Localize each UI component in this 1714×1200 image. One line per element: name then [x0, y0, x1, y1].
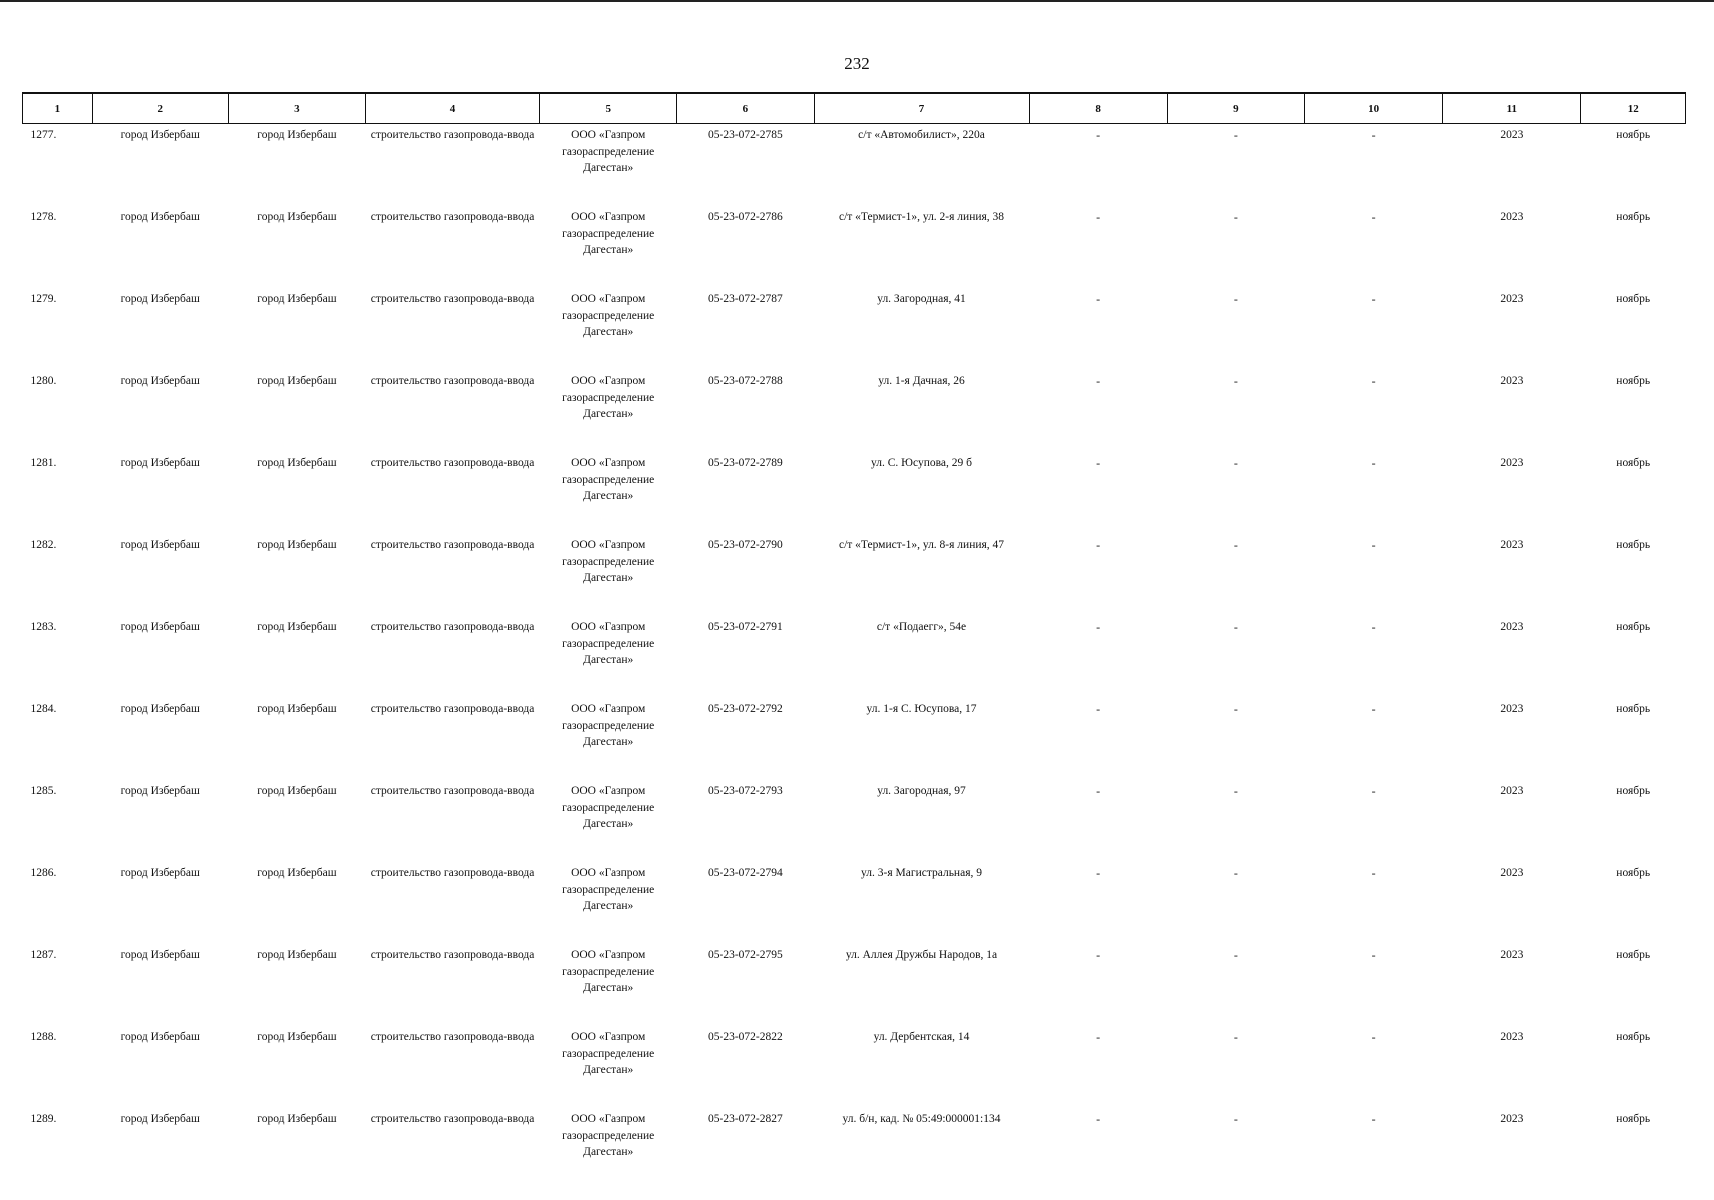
cell-settlement: город Избербаш — [257, 949, 337, 961]
cell-address: ул. Загородная, 41 — [877, 293, 966, 305]
cell-col-9-value: - — [1233, 210, 1238, 224]
cell-col-10-value: - — [1371, 374, 1376, 388]
cell-settlement: город Избербаш — [257, 129, 337, 141]
cell-year: 2023 — [1500, 703, 1524, 715]
cell-col-9-value: - — [1233, 784, 1238, 798]
table-row — [23, 1108, 1686, 1190]
cell-row-number: 1280. — [30, 375, 57, 387]
cell-col-8-value: - — [1096, 128, 1101, 142]
header-col-4: 4 — [366, 93, 540, 124]
cell-month: ноябрь — [1616, 1031, 1651, 1043]
cell-object-code: 05-23-072-2795 — [708, 949, 783, 961]
cell-month: ноябрь — [1616, 785, 1651, 797]
page-number: 232 — [844, 54, 870, 73]
cell-col-10-value: - — [1371, 128, 1376, 142]
cell-col-9-value: - — [1233, 1030, 1238, 1044]
table-row — [23, 862, 1686, 944]
header-col-9: 9 — [1167, 93, 1304, 124]
cell-year: 2023 — [1500, 949, 1524, 961]
cell-object-code: 05-23-072-2789 — [708, 457, 783, 469]
cell-settlement: город Избербаш — [257, 1031, 337, 1043]
header-col-12: 12 — [1581, 93, 1686, 124]
cell-organization: ООО «Газпром газораспределение Дагестан» — [562, 539, 655, 584]
cell-municipality: город Избербаш — [120, 129, 200, 141]
cell-work-type: строительство газопровода-ввода — [370, 1031, 535, 1043]
cell-address: ул. Аллея Дружбы Народов, 1а — [845, 949, 998, 961]
cell-col-10-value: - — [1371, 1030, 1376, 1044]
cell-row-number: 1283. — [30, 621, 57, 633]
table-body — [23, 124, 1686, 1191]
cell-organization: ООО «Газпром газораспределение Дагестан» — [562, 949, 655, 994]
cell-settlement: город Избербаш — [257, 211, 337, 223]
cell-col-9-value: - — [1233, 866, 1238, 880]
cell-month: ноябрь — [1616, 621, 1651, 633]
cell-organization: ООО «Газпром газораспределение Дагестан» — [562, 129, 655, 174]
cell-organization: ООО «Газпром газораспределение Дагестан» — [562, 457, 655, 502]
table-row — [23, 616, 1686, 698]
cell-address: с/т «Автомобилист», 220а — [858, 129, 985, 141]
cell-row-number: 1281. — [30, 457, 57, 469]
cell-object-code: 05-23-072-2788 — [708, 375, 783, 387]
cell-address: ул. Дербентская, 14 — [873, 1031, 970, 1043]
table-row — [23, 288, 1686, 370]
cell-row-number: 1288. — [30, 1031, 57, 1043]
cell-row-number: 1289. — [30, 1113, 57, 1125]
cell-year: 2023 — [1500, 1031, 1524, 1043]
header-col-11: 11 — [1443, 93, 1581, 124]
table-row — [23, 698, 1686, 780]
cell-year: 2023 — [1500, 457, 1524, 469]
cell-col-9-value: - — [1233, 702, 1238, 716]
cell-municipality: город Избербаш — [120, 703, 200, 715]
cell-col-8-value: - — [1096, 1112, 1101, 1126]
cell-year: 2023 — [1500, 211, 1524, 223]
cell-organization: ООО «Газпром газораспределение Дагестан» — [562, 703, 655, 748]
cell-year: 2023 — [1500, 621, 1524, 633]
cell-work-type: строительство газопровода-ввода — [370, 375, 535, 387]
cell-col-9-value: - — [1233, 374, 1238, 388]
cell-col-10-value: - — [1371, 538, 1376, 552]
cell-month: ноябрь — [1616, 375, 1651, 387]
cell-settlement: город Избербаш — [257, 457, 337, 469]
cell-col-10-value: - — [1371, 210, 1376, 224]
cell-work-type: строительство газопровода-ввода — [370, 785, 535, 797]
table-row — [23, 1026, 1686, 1108]
cell-col-8-value: - — [1096, 784, 1101, 798]
cell-year: 2023 — [1500, 785, 1524, 797]
cell-col-8-value: - — [1096, 948, 1101, 962]
cell-col-9-value: - — [1233, 128, 1238, 142]
cell-municipality: город Избербаш — [120, 539, 200, 551]
table-row — [23, 124, 1686, 207]
cell-row-number: 1285. — [30, 785, 57, 797]
cell-address: с/т «Термист-1», ул. 8-я линия, 47 — [838, 539, 1005, 551]
cell-organization: ООО «Газпром газораспределение Дагестан» — [562, 785, 655, 830]
top-border-line — [0, 0, 1714, 2]
cell-col-10-value: - — [1371, 620, 1376, 634]
cell-settlement: город Избербаш — [257, 375, 337, 387]
table-row — [23, 452, 1686, 534]
cell-col-10-value: - — [1371, 292, 1376, 306]
cell-settlement: город Избербаш — [257, 785, 337, 797]
cell-municipality: город Избербаш — [120, 293, 200, 305]
header-col-1: 1 — [23, 93, 93, 124]
header-col-8: 8 — [1029, 93, 1167, 124]
cell-settlement: город Избербаш — [257, 867, 337, 879]
cell-settlement: город Избербаш — [257, 703, 337, 715]
cell-col-10-value: - — [1371, 866, 1376, 880]
cell-municipality: город Избербаш — [120, 211, 200, 223]
cell-row-number: 1282. — [30, 539, 57, 551]
cell-col-8-value: - — [1096, 702, 1101, 716]
cell-work-type: строительство газопровода-ввода — [370, 129, 535, 141]
cell-address: ул. 1-я Дачная, 26 — [878, 375, 965, 387]
cell-col-8-value: - — [1096, 866, 1101, 880]
cell-municipality: город Избербаш — [120, 949, 200, 961]
cell-col-9-value: - — [1233, 292, 1238, 306]
cell-year: 2023 — [1500, 1113, 1524, 1125]
cell-municipality: город Избербаш — [120, 1031, 200, 1043]
header-row — [23, 93, 1686, 124]
cell-settlement: город Избербаш — [257, 293, 337, 305]
cell-address: ул. С. Юсупова, 29 б — [871, 457, 972, 469]
table-row — [23, 780, 1686, 862]
header-col-6: 6 — [677, 93, 814, 124]
cell-year: 2023 — [1500, 375, 1524, 387]
cell-col-8-value: - — [1096, 538, 1101, 552]
header-col-5: 5 — [540, 93, 677, 124]
cell-month: ноябрь — [1616, 867, 1651, 879]
cell-row-number: 1286. — [30, 867, 57, 879]
cell-object-code: 05-23-072-2791 — [708, 621, 783, 633]
cell-col-10-value: - — [1371, 1112, 1376, 1126]
cell-row-number: 1284. — [30, 703, 57, 715]
cell-row-number: 1287. — [30, 949, 57, 961]
cell-year: 2023 — [1500, 539, 1524, 551]
header-col-3: 3 — [228, 93, 365, 124]
cell-month: ноябрь — [1616, 1113, 1651, 1125]
cell-col-9-value: - — [1233, 456, 1238, 470]
cell-row-number: 1279. — [30, 293, 57, 305]
cell-work-type: строительство газопровода-ввода — [370, 539, 535, 551]
cell-col-9-value: - — [1233, 538, 1238, 552]
header-col-7: 7 — [814, 93, 1029, 124]
cell-object-code: 05-23-072-2827 — [708, 1113, 783, 1125]
cell-year: 2023 — [1500, 293, 1524, 305]
cell-object-code: 05-23-072-2792 — [708, 703, 783, 715]
cell-year: 2023 — [1500, 129, 1524, 141]
construction-table — [22, 92, 1686, 1190]
cell-organization: ООО «Газпром газораспределение Дагестан» — [562, 621, 655, 666]
cell-object-code: 05-23-072-2787 — [708, 293, 783, 305]
cell-col-8-value: - — [1096, 620, 1101, 634]
cell-col-8-value: - — [1096, 456, 1101, 470]
cell-work-type: строительство газопровода-ввода — [370, 1113, 535, 1125]
cell-year: 2023 — [1500, 867, 1524, 879]
cell-organization: ООО «Газпром газораспределение Дагестан» — [562, 1031, 655, 1076]
cell-organization: ООО «Газпром газораспределение Дагестан» — [562, 1113, 655, 1158]
cell-settlement: город Избербаш — [257, 539, 337, 551]
cell-col-10-value: - — [1371, 784, 1376, 798]
cell-col-9-value: - — [1233, 620, 1238, 634]
cell-organization: ООО «Газпром газораспределение Дагестан» — [562, 211, 655, 256]
cell-object-code: 05-23-072-2793 — [708, 785, 783, 797]
table-row — [23, 944, 1686, 1026]
header-col-2: 2 — [92, 93, 228, 124]
cell-object-code: 05-23-072-2785 — [708, 129, 783, 141]
cell-work-type: строительство газопровода-ввода — [370, 949, 535, 961]
cell-month: ноябрь — [1616, 457, 1651, 469]
cell-row-number: 1278. — [30, 211, 57, 223]
table-row — [23, 370, 1686, 452]
cell-work-type: строительство газопровода-ввода — [370, 211, 535, 223]
cell-settlement: город Избербаш — [257, 621, 337, 633]
cell-col-8-value: - — [1096, 1030, 1101, 1044]
table-row — [23, 534, 1686, 616]
cell-col-10-value: - — [1371, 948, 1376, 962]
cell-object-code: 05-23-072-2786 — [708, 211, 783, 223]
cell-month: ноябрь — [1616, 949, 1651, 961]
cell-object-code: 05-23-072-2794 — [708, 867, 783, 879]
cell-address: ул. Загородная, 97 — [877, 785, 966, 797]
cell-address: ул. 3-я Магистральная, 9 — [861, 867, 982, 879]
cell-col-8-value: - — [1096, 210, 1101, 224]
cell-organization: ООО «Газпром газораспределение Дагестан» — [562, 293, 655, 338]
cell-organization: ООО «Газпром газораспределение Дагестан» — [562, 867, 655, 912]
cell-settlement: город Избербаш — [257, 1113, 337, 1125]
cell-col-8-value: - — [1096, 374, 1101, 388]
cell-month: ноябрь — [1616, 211, 1651, 223]
cell-municipality: город Избербаш — [120, 375, 200, 387]
cell-address: ул. 1-я С. Юсупова, 17 — [866, 703, 977, 715]
cell-address: с/т «Подаегг», 54е — [876, 621, 967, 633]
cell-organization: ООО «Газпром газораспределение Дагестан» — [562, 375, 655, 420]
cell-col-10-value: - — [1371, 456, 1376, 470]
cell-month: ноябрь — [1616, 703, 1651, 715]
cell-col-8-value: - — [1096, 292, 1101, 306]
cell-object-code: 05-23-072-2822 — [708, 1031, 783, 1043]
cell-municipality: город Избербаш — [120, 457, 200, 469]
cell-address: ул. б/н, кад. № 05:49:000001:134 — [842, 1113, 1001, 1125]
cell-work-type: строительство газопровода-ввода — [370, 457, 535, 469]
cell-month: ноябрь — [1616, 539, 1651, 551]
cell-work-type: строительство газопровода-ввода — [370, 867, 535, 879]
cell-municipality: город Избербаш — [120, 785, 200, 797]
cell-work-type: строительство газопровода-ввода — [370, 621, 535, 633]
cell-municipality: город Избербаш — [120, 867, 200, 879]
table-row — [23, 206, 1686, 288]
cell-work-type: строительство газопровода-ввода — [370, 703, 535, 715]
cell-object-code: 05-23-072-2790 — [708, 539, 783, 551]
cell-col-9-value: - — [1233, 948, 1238, 962]
cell-month: ноябрь — [1616, 129, 1651, 141]
header-col-10: 10 — [1304, 93, 1442, 124]
cell-month: ноябрь — [1616, 293, 1651, 305]
cell-col-9-value: - — [1233, 1112, 1238, 1126]
table-header — [23, 93, 1686, 124]
cell-row-number: 1277. — [30, 129, 57, 141]
cell-municipality: город Избербаш — [120, 621, 200, 633]
cell-address: с/т «Термист-1», ул. 2-я линия, 38 — [838, 211, 1005, 223]
cell-work-type: строительство газопровода-ввода — [370, 293, 535, 305]
cell-col-10-value: - — [1371, 702, 1376, 716]
cell-municipality: город Избербаш — [120, 1113, 200, 1125]
